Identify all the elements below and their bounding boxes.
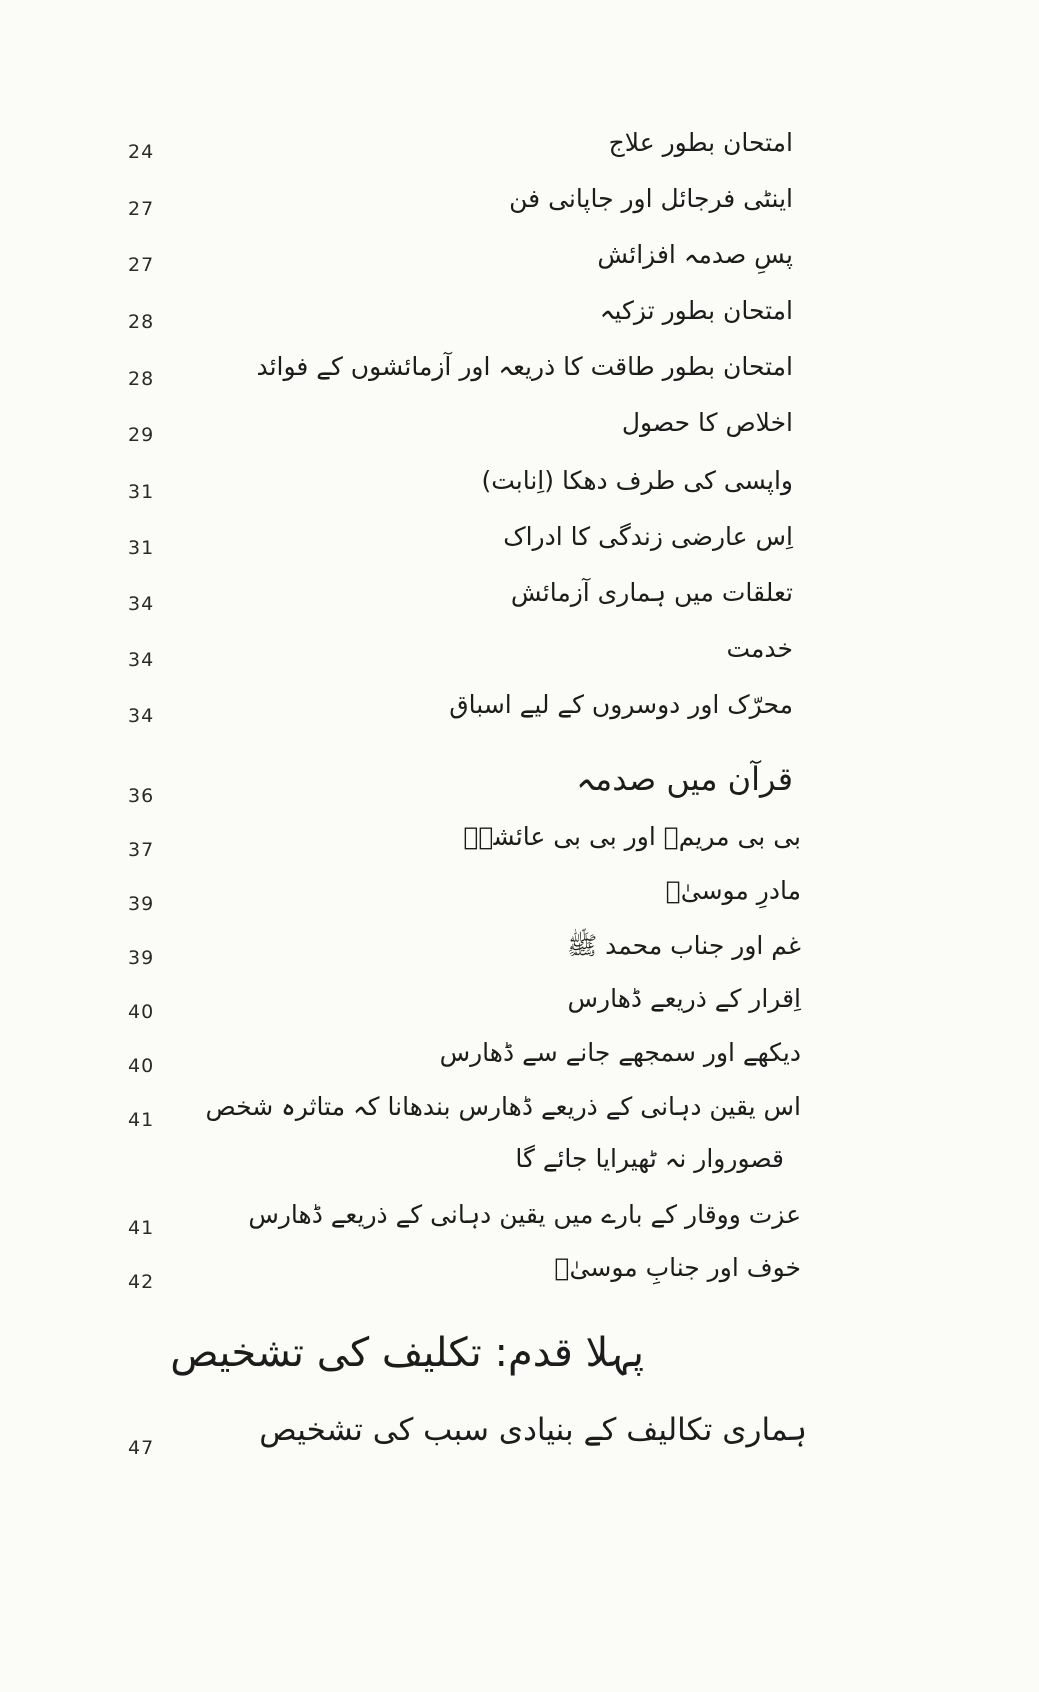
page-number: 24	[128, 141, 155, 163]
entry-title: اِس عارضی زندگی کا ادراک	[503, 522, 793, 551]
entry-title: بی بی مریمؑ اور بی بی عائشہؓ	[463, 822, 801, 851]
entry-title: پسِ صدمہ افزائش	[597, 240, 793, 269]
page-number: 34	[128, 705, 155, 727]
chapter-heading: ہماری تکالیف کے بنیادی سبب کی تشخیص	[259, 1412, 807, 1448]
entry-title-continuation: قصوروار نہ ٹھیرایا جائے گا	[515, 1144, 784, 1173]
page-number: 40	[128, 1001, 155, 1023]
page-number: 34	[128, 649, 155, 671]
page-number: 27	[128, 254, 155, 276]
page-number: 28	[128, 311, 155, 333]
entry-title: امتحان بطور علاج	[608, 128, 793, 157]
page-number: 39	[128, 893, 155, 915]
entry-title: اخلاص کا حصول	[621, 408, 793, 437]
page-number: 41	[128, 1109, 155, 1131]
page-number: 37	[128, 839, 155, 861]
page-number: 39	[128, 947, 155, 969]
entry-title: تعلقات میں ہماری آزمائش	[510, 578, 793, 607]
page-number: 42	[128, 1271, 155, 1293]
entry-title: غم اور جناب محمد ﷺ	[566, 931, 801, 960]
section-heading: قرآن میں صدمہ	[576, 760, 793, 798]
entry-title: مادرِ موسیٰؑ	[665, 876, 801, 905]
entry-title: واپسی کی طرف دھکا (اِنابت)	[481, 466, 793, 495]
page-number: 31	[128, 537, 155, 559]
page-number: 29	[128, 424, 155, 446]
entry-title: محرّک اور دوسروں کے لیے اسباق	[449, 690, 793, 719]
entry-title: اس یقین دہانی کے ذریعے ڈھارس بندھانا کہ متاثرہ شخص	[205, 1092, 801, 1121]
entry-title: اینٹی فرجائل اور جاپانی فن	[509, 184, 793, 213]
page-number: 28	[128, 368, 155, 390]
entry-title: عزت ووقار کے بارے میں یقین دہانی کے ذریعے ڈھارس	[248, 1200, 801, 1229]
part-heading: پہلا قدم: تکلیف کی تشخیص	[170, 1330, 644, 1376]
page-number: 47	[128, 1437, 155, 1459]
entry-title: امتحان بطور تزکیہ	[599, 296, 793, 325]
entry-title: خدمت	[726, 634, 793, 663]
page-number: 34	[128, 593, 155, 615]
page-number: 31	[128, 481, 155, 503]
entry-title: امتحان بطور طاقت کا ذریعہ اور آزمائشوں کے فوائد	[256, 352, 793, 381]
page-number: 41	[128, 1217, 155, 1239]
entry-title: اِقرار کے ذریعے ڈھارس	[567, 984, 801, 1013]
page-number: 36	[128, 785, 155, 807]
entry-title: خوف اور جنابِ موسیٰؑ	[554, 1253, 801, 1282]
page-number: 40	[128, 1055, 155, 1077]
entry-title: دیکھے اور سمجھے جانے سے ڈھارس	[439, 1038, 801, 1067]
page-number: 27	[128, 198, 155, 220]
